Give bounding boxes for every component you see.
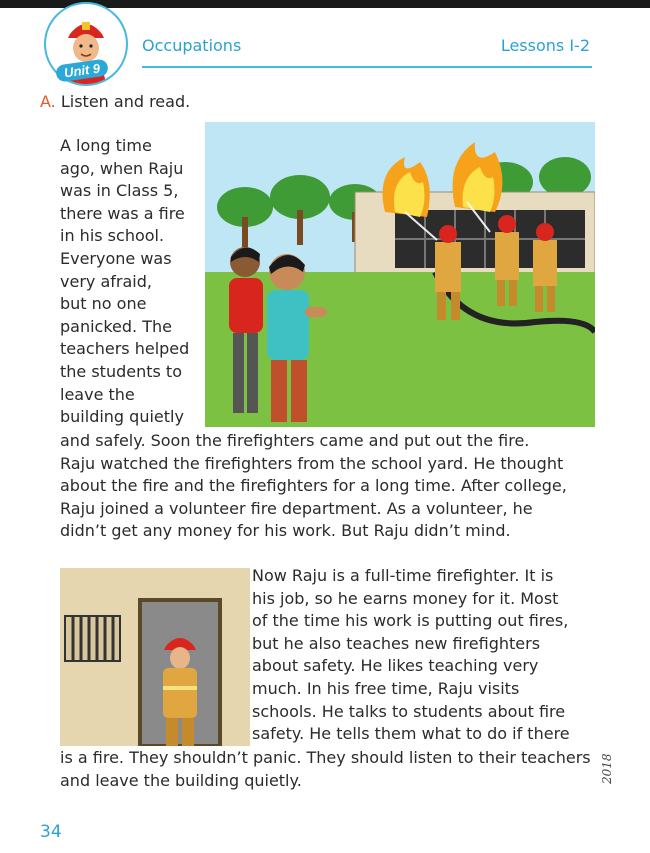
unit-label: Unit 9 [55,58,109,82]
section-instruction: Listen and read. [60,92,191,111]
text-line: very afraid, [60,271,152,291]
text-line: A long time [60,136,152,155]
lessons-label: Lessons I-2 [500,36,590,55]
story-paragraph-1-narrow [60,135,200,429]
story-paragraph-2-continued [60,747,600,792]
text-line: there was a fire [60,203,185,223]
section-letter: A. [40,92,56,111]
text-line: much. In his free time, Raju visits [252,678,520,698]
text-line: Now Raju is a full-time firefighter. It is [252,566,554,585]
text-line: about the fire and the firefighters for a long time. After college, [60,476,567,496]
unit-badge [42,2,136,84]
text-line: about safety. He likes teaching very [252,656,539,676]
text-line: but he also teaches new firefighters [252,633,541,653]
text-line: and leave the building quietly. [60,770,302,790]
text-line: and safely. Soon the firefighters came and put out the fire. [60,431,530,450]
text-line: ago, when Raju [60,158,184,178]
page-number: 34 [40,822,62,842]
school-fire-illustration [205,122,595,427]
text-line: but no one [60,294,147,314]
text-line: is a fire. They shouldn’t panic. They should listen to their teachers [60,748,591,767]
section-heading [40,92,190,111]
text-line: the students to [60,361,182,381]
story-paragraph-1-continued [60,430,600,543]
text-line: Everyone was [60,248,172,268]
text-line: didn’t get any money for his work. But Raju didn’t mind. [60,521,511,541]
firefighter-doorway-illustration [60,568,250,746]
text-line: panicked. The [60,316,172,336]
text-line: Raju watched the firefighters from the school yard. He thought [60,453,564,473]
text-line: his job, so he earns money for it. Most [252,588,559,608]
text-line: safety. He tells them what to do if there [252,724,570,744]
story-paragraph-2-narrow [252,565,592,746]
text-line: schools. He talks to students about fire [252,701,566,721]
text-line: teachers helped [60,339,190,359]
text-line: of the time his work is putting out fires, [252,611,569,631]
year-stamp: 2018 [600,753,614,784]
text-line: was in Class 5, [60,181,179,201]
header-divider [142,66,592,68]
unit-title: Occupations [142,36,242,55]
text-line: leave the [60,384,135,404]
text-line: in his school. [60,226,165,246]
text-line: building quietly [60,407,184,427]
text-line: Raju joined a volunteer fire department. As a volunteer, he [60,498,533,518]
